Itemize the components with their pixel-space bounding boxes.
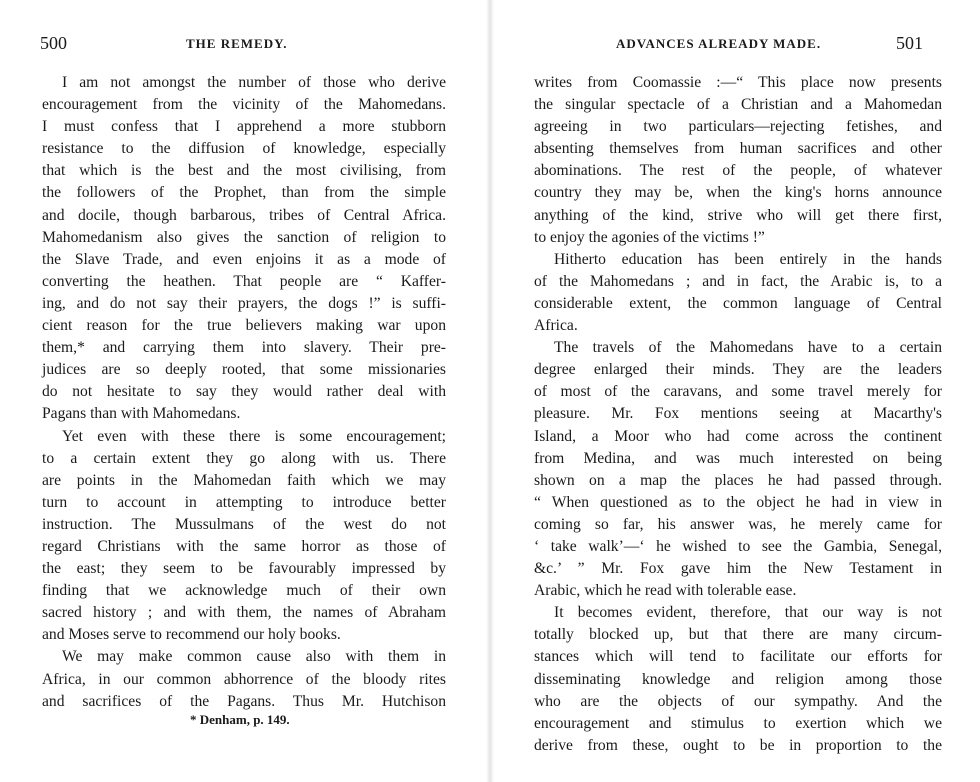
text-line: coming so far, his answer was, he merely came for xyxy=(534,515,942,533)
text-line: totally blocked up, but that there are many circum- xyxy=(534,626,942,644)
text-line: derive from these, ought to be in proportion to the xyxy=(534,736,942,754)
text-line: Africa. xyxy=(534,317,578,335)
text-line: the singular spectacle of a Christian and a Mahomedan xyxy=(534,96,942,114)
page-number: 500 xyxy=(40,33,67,53)
text-line: The travels of the Mahomedans have to a certain xyxy=(554,339,942,357)
text-line: Yet even with these there is some encouragement; xyxy=(62,427,446,445)
text-line: resistance to the diffusion of knowledge, especially xyxy=(42,140,446,158)
text-line: encouragement from the vicinity of the Mahomedans. xyxy=(42,96,446,114)
text-line: ing, and do not say their prayers, the dogs !” is suffi- xyxy=(42,294,446,312)
text-line: of the Mahomedans ; and in fact, the Arabic is, to a xyxy=(534,272,942,290)
text-line: agreeing in two particulars—rejecting fetishes, and xyxy=(534,118,942,136)
text-line: sacred history ; and with them, the names of Abraham xyxy=(42,604,446,622)
text-line: instruction. The Mussulmans of the west do not xyxy=(42,515,446,533)
text-line: encouragement and stimulus to exertion which we xyxy=(534,714,942,732)
text-line: and Moses serve to recommend our holy books. xyxy=(42,626,341,644)
text-line: the east; they seem to be favourably impressed by xyxy=(42,560,446,578)
text-line: finding that we acknowledge much of their own xyxy=(42,582,446,600)
text-line: that which is the best and the most civilising, from xyxy=(42,162,446,180)
text-line: to a certain extent they go along with us. There xyxy=(42,449,446,467)
text-line: and docile, though barbarous, tribes of Central Africa. xyxy=(42,206,446,224)
text-line: ‘ take walk’—‘ he wished to see the Gambia, Senegal, xyxy=(534,537,942,555)
text-line: I must confess that I apprehend a more stubborn xyxy=(42,118,446,136)
text-line: pleasure. Mr. Fox mentions seeing at Macarthy's xyxy=(534,405,942,423)
text-line: It becomes evident, therefore, that our way is not xyxy=(554,604,942,622)
text-line: “ When questioned as to the object he had in view in xyxy=(534,493,942,511)
footnote: * Denham, p. 149. xyxy=(190,712,290,727)
text-line: to enjoy the agonies of the victims !” xyxy=(534,228,765,246)
text-line: them,* and carrying them into slavery. Their pre- xyxy=(42,339,446,357)
text-line: turn to account in attempting to introduce better xyxy=(42,493,446,511)
text-line: writes from Coomassie :—“ This place now presents xyxy=(534,74,942,91)
text-line: I am not amongst the number of those who derive xyxy=(62,74,446,91)
text-line: do not hesitate to say they would rather deal with xyxy=(42,383,446,401)
text-line: country they may be, when the king's horns announce xyxy=(534,184,942,202)
text-line: Hitherto education has been entirely in the hands xyxy=(554,250,942,268)
running-title: THE REMEDY. xyxy=(186,36,288,51)
text-line: converting the heathen. That people are “ Kaffer- xyxy=(42,272,446,290)
text-line: Island, a Moor who had come across the continent xyxy=(534,427,942,445)
text-line: disseminating knowledge and religion among those xyxy=(534,670,942,688)
text-line: Mahomedanism also gives the sanction of religion to xyxy=(42,228,446,246)
text-line: anything of the kind, strive who will get there first, xyxy=(534,206,942,224)
page-body xyxy=(534,72,942,757)
right-page xyxy=(490,0,980,782)
text-line: the Slave Trade, and even enjoins it as a mode of xyxy=(42,250,446,268)
text-line: stances which will tend to facilitate our efforts for xyxy=(534,648,942,666)
text-line: from Medina, and was much interested on being xyxy=(534,449,942,467)
page-number: 501 xyxy=(896,33,923,53)
text-line: shown on a map the places he had passed through. xyxy=(534,471,942,489)
running-title: ADVANCES ALREADY MADE. xyxy=(616,36,822,51)
text-line: of most of the caravans, and some travel merely for xyxy=(534,383,942,401)
text-line: judices are so deeply rooted, that some missionaries xyxy=(42,361,446,379)
text-line: the followers of the Prophet, than from the simple xyxy=(42,184,446,202)
text-line: Pagans than with Mahomedans. xyxy=(42,405,241,423)
text-line: We may make common cause also with them in xyxy=(62,648,446,666)
page-body xyxy=(42,72,446,713)
text-line: and sacrifices of the Pagans. Thus Mr. Hutchison xyxy=(42,692,446,710)
text-line: considerable extent, the common language of Central xyxy=(534,294,942,312)
text-line: Africa, in our common abhorrence of the bloody rites xyxy=(42,670,446,688)
text-line: absenting themselves from human sacrifices and other xyxy=(534,140,942,158)
text-line: Arabic, which he read with tolerable ease. xyxy=(534,582,797,600)
text-line: who are the objects of our sympathy. And the xyxy=(534,692,942,710)
text-line: are points in the Mahomedan faith which we may xyxy=(42,471,446,489)
text-line: cient reason for the true believers making war upon xyxy=(42,317,446,335)
text-line: abominations. The rest of the people, of whatever xyxy=(534,162,942,180)
text-line: regard Christians with the same horror as those of xyxy=(42,537,446,555)
text-line: degree enlarged their minds. They are the leaders xyxy=(534,361,942,379)
text-line: &c.’ ” Mr. Fox gave him the New Testament in xyxy=(534,560,942,578)
